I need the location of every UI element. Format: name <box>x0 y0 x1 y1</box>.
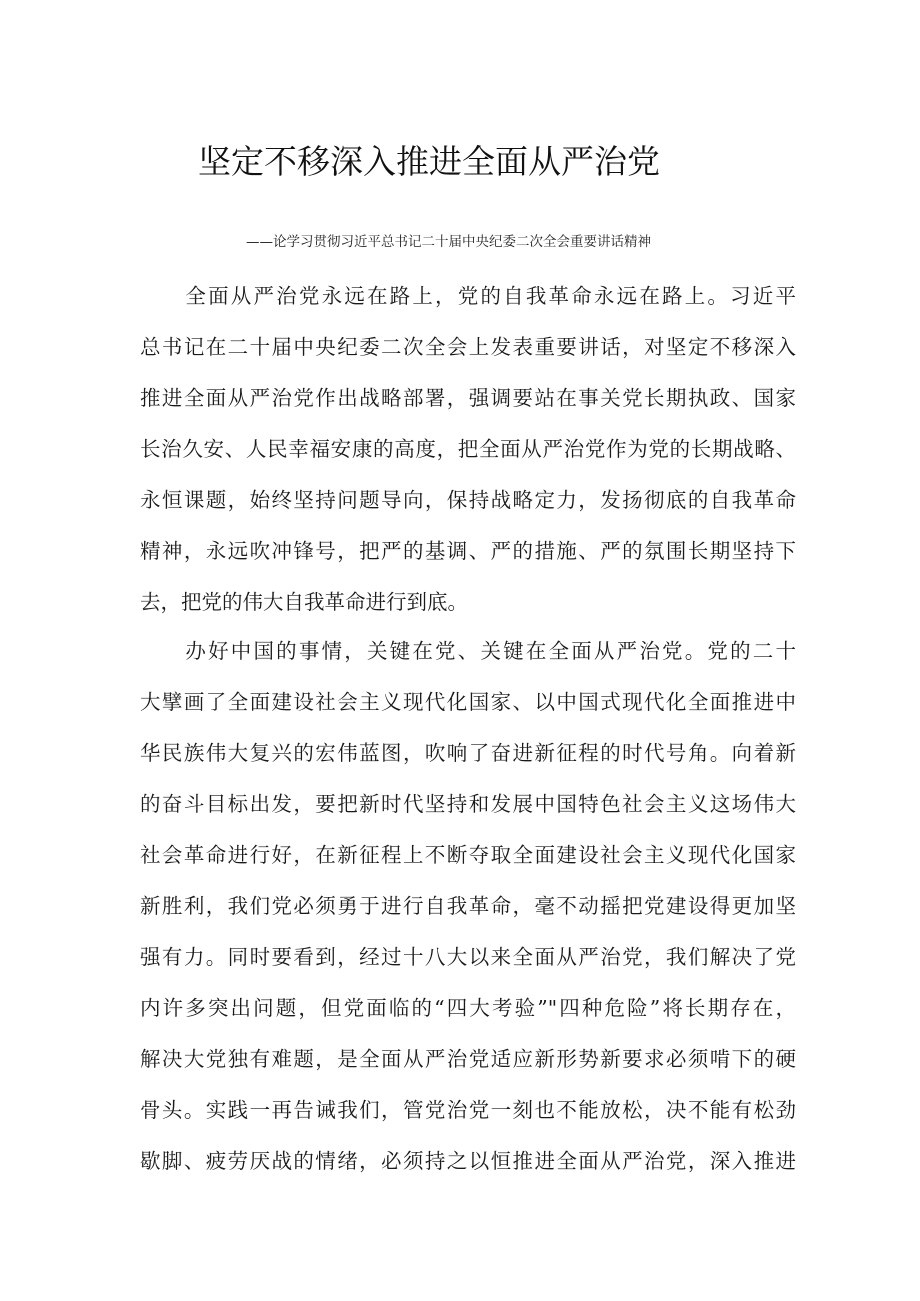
paragraph-line: 内许多突出问题，但党面临的“四大考验”"四种危险”将长期存在， <box>140 996 796 1020</box>
paragraph-line: 解决大党独有难题，是全面从严治党适应新形势新要求必须啃下的硬 <box>140 1047 796 1071</box>
paragraph-line: 新胜利，我们党必须勇于进行自我革命，毫不动摇把党建设得更加坚 <box>140 894 796 918</box>
paragraph-line: 长治久安、人民幸福安康的高度，把全面从严治党作为党的长期战略、 <box>140 437 796 461</box>
paragraph-line: 去，把党的伟大自我革命进行到底。 <box>140 590 468 614</box>
page-subtitle: ——论学习贯彻习近平总书记二十届中央纪委二次全会重要讲话精神 <box>246 234 651 250</box>
paragraph-line: 歇脚、疲劳厌战的情绪，必须持之以恒推进全面从严治党，深入推进 <box>140 1149 796 1173</box>
paragraph-line: 精神，永远吹冲锋号，把严的基调、严的措施、严的氛围长期坚持下 <box>140 539 796 563</box>
paragraph-line: 大擘画了全面建设社会主义现代化国家、以中国式现代化全面推进中 <box>140 690 796 714</box>
paragraph-line: 办好中国的事情，关键在党、关键在全面从严治党。党的二十 <box>140 639 796 663</box>
paragraph-line: 骨头。实践一再告诫我们，管党治党一刻也不能放松，决不能有松劲 <box>140 1098 796 1122</box>
paragraph-line: 永恒课题，始终坚持问题导向，保持战略定力，发扬彻底的自我革命 <box>140 488 796 512</box>
paragraph-line: 的奋斗目标出发，要把新时代坚持和发展中国特色社会主义这场伟大 <box>140 792 796 816</box>
paragraph-line: 社会革命进行好，在新征程上不断夺取全面建设社会主义现代化国家 <box>140 843 796 867</box>
paragraph-line: 推进全面从严治党作出战略部署，强调要站在事关党长期执政、国家 <box>140 386 796 410</box>
page-title: 坚定不移深入推进全面从严治党 <box>198 142 660 181</box>
paragraph-2 <box>140 626 796 1187</box>
paragraph-1 <box>140 271 796 628</box>
paragraph-line: 强有力。同时要看到，经过十八大以来全面从严治党，我们解决了党 <box>140 945 796 969</box>
paragraph-line: 总书记在二十届中央纪委二次全会上发表重要讲话，对坚定不移深入 <box>140 335 796 359</box>
paragraph-line: 全面从严治党永远在路上，党的自我革命永远在路上。习近平 <box>140 284 796 308</box>
paragraph-line: 华民族伟大复兴的宏伟蓝图，吹响了奋进新征程的时代号角。向着新 <box>140 741 796 765</box>
